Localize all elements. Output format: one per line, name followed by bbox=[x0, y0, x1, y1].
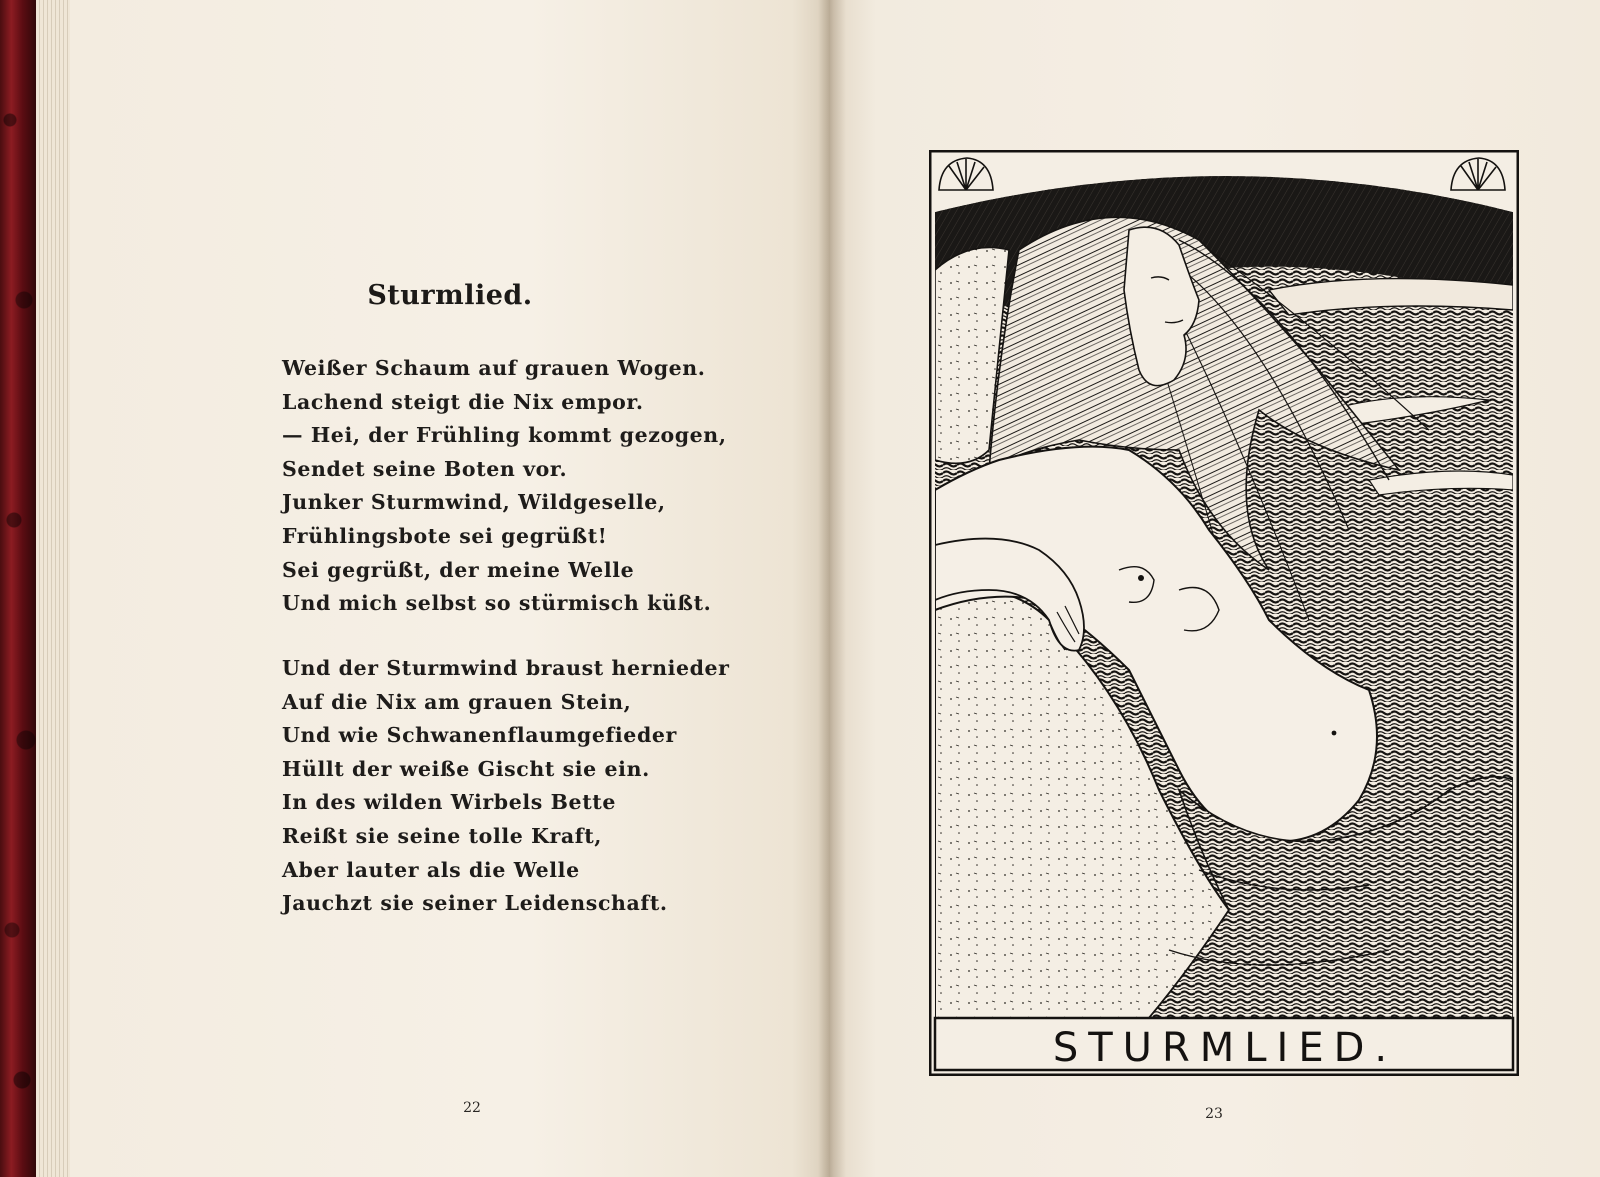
cover-marbling bbox=[0, 0, 38, 1177]
poem-line: Lachend steigt die Nix empor. bbox=[282, 389, 644, 414]
poem-line: Hüllt der weiße Gischt sie ein. bbox=[282, 756, 650, 781]
poem-line: In des wilden Wirbels Bette bbox=[282, 790, 616, 815]
poem-line: Frühlingsbote sei gegrüßt! bbox=[282, 523, 608, 548]
page-number-left: 22 bbox=[463, 1100, 481, 1116]
page-edges bbox=[36, 0, 72, 1177]
page-number-right: 23 bbox=[1205, 1106, 1223, 1122]
stanza-2 bbox=[282, 652, 730, 921]
poem-line: Sendet seine Boten vor. bbox=[282, 456, 568, 481]
poem-line: — Hei, der Frühling kommt gezogen, bbox=[282, 423, 727, 448]
illustration-caption: STURMLIED. bbox=[1052, 1025, 1398, 1071]
poem-line: Reißt sie seine tolle Kraft, bbox=[282, 823, 603, 848]
illustration-mermaid bbox=[929, 150, 1519, 1076]
poem-line: Aber lauter als die Welle bbox=[282, 857, 580, 882]
book-gutter bbox=[818, 0, 846, 1177]
poem-line: Und der Sturmwind braust hernieder bbox=[282, 656, 730, 680]
poem-line: Und wie Schwanenflaumgefieder bbox=[282, 723, 677, 748]
poem-title: Sturmlied. bbox=[367, 280, 533, 311]
poem-line: Weißer Schaum auf grauen Wogen. bbox=[282, 356, 706, 380]
poem-line: Sei gegrüßt, der meine Welle bbox=[282, 557, 635, 582]
poem-line: Jauchzt sie seiner Leidenschaft. bbox=[282, 891, 668, 916]
poem-line: Junker Sturmwind, Wildgeselle, bbox=[282, 490, 666, 515]
poem-line: Auf die Nix am grauen Stein, bbox=[282, 689, 632, 714]
poem-line: Und mich selbst so stürmisch küßt. bbox=[282, 591, 712, 616]
stanza-1 bbox=[282, 352, 727, 621]
